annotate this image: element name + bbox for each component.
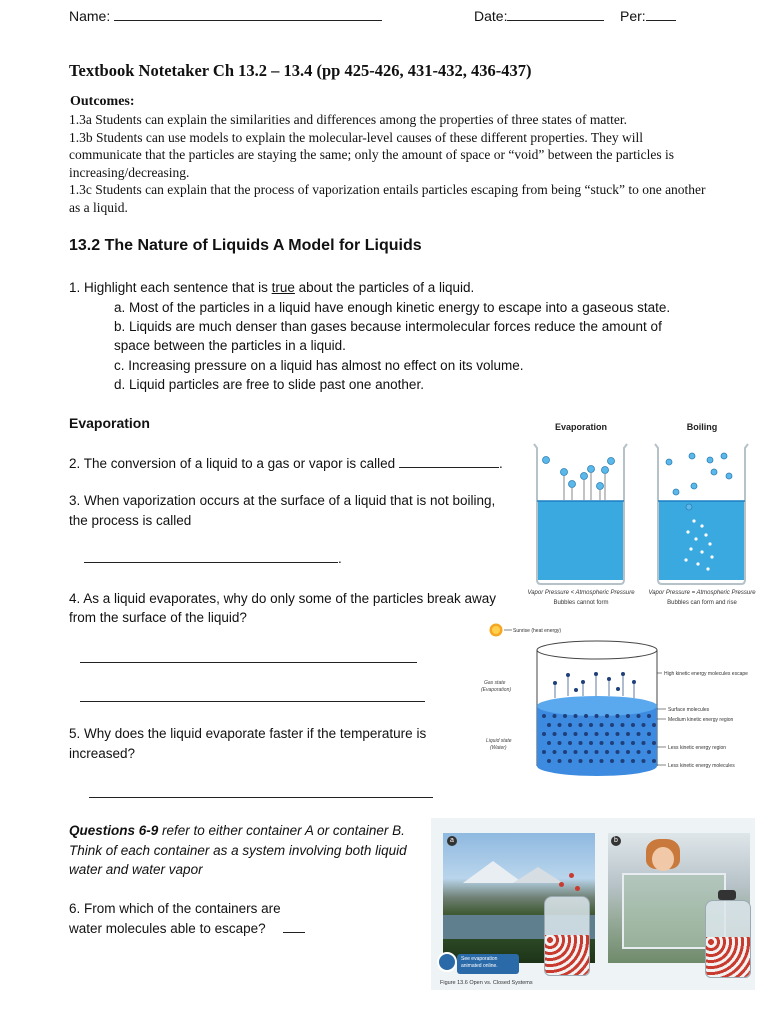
q1-option-continued[interactable]: space between the particles in a liquid. [114,338,346,353]
water-molecule [616,732,620,736]
water-molecule [631,723,635,727]
water-molecule [553,732,557,736]
label-less: Less kinetic energy region [668,745,727,751]
water-molecule [600,741,604,745]
water-molecule [631,741,635,745]
q1-option[interactable]: a. Most of the particles in a liquid have enough kinetic energy to escape into a gaseous state. [114,300,671,315]
water-molecule [621,741,625,745]
open-jar-water [545,935,589,975]
water-molecule [621,759,625,763]
q3-blank[interactable] [84,548,338,563]
q2-text: 2. The conversion of a liquid to a gas or vapor is called [69,456,399,471]
name-blank[interactable] [114,6,382,21]
water-molecule [631,759,635,763]
evaporation-boiling-figure [524,414,764,614]
q4-line1: 4. As a liquid evaporates, why do only some of the particles break away [69,591,496,606]
q6-line2-text: water molecules able to escape? [69,921,266,936]
water-molecule [584,732,588,736]
person-face [652,847,674,871]
q69-line2: Think of each container as a system involving both liquid [69,842,407,858]
water-molecule [605,714,609,718]
water-molecule [558,741,562,745]
water-molecule [647,714,651,718]
water-molecule [558,759,562,763]
water-molecule [637,714,641,718]
q5-line2: increased? [69,746,136,761]
water-molecule [652,741,656,745]
water-molecule [647,750,651,754]
water-molecule [558,723,562,727]
q69-line3: water and water vapor [69,862,203,877]
boil-caption-2: Bubbles can form and rise [667,600,737,606]
escaping-molecule [575,886,580,891]
water-molecule [605,750,609,754]
water-molecule [637,750,641,754]
open-closed-systems-figure [431,818,755,990]
outcome-item: 1.3a Students can explain the similarities and differences among the properties of three states of matter. [69,112,627,127]
liquid-state-label: Liquid state [486,738,512,744]
q6-line2 [69,918,305,939]
page-title: Textbook Notetaker Ch 13.2 – 13.4 (pp 425-426, 431-432, 436-437) [69,61,532,80]
name-field [69,6,382,27]
label-medium: Medium kinetic energy region [668,717,734,723]
water-molecule [568,741,572,745]
period-field [620,6,676,27]
jar-lid [718,890,736,900]
q6-blank[interactable] [283,918,305,933]
question-2 [69,453,503,474]
outcome-item: 1.3c Students can explain that the process of vaporization entails particles escaping from being “stuck” to one another as a liquid. [69,182,706,215]
water-molecule [621,723,625,727]
evaporation-molecules [543,457,615,490]
water-molecule [563,714,567,718]
evap-caption-2: Bubbles cannot form [553,600,609,606]
q1-underlined: true [271,280,295,295]
gas-state-label-2: (Evaporation) [481,687,512,693]
water-molecule [647,732,651,736]
water-molecule [568,759,572,763]
water-molecule [574,714,578,718]
water-molecule [600,759,604,763]
panel-b-label: b [611,836,621,846]
escaping-molecules [553,672,636,692]
q1-option[interactable]: c. Increasing pressure on a liquid has almost no effect on its volume. [114,358,524,373]
closed-jar-water [706,937,750,977]
water-molecule [605,732,609,736]
outcomes-heading: Outcomes: [70,94,135,109]
water-molecule [553,750,557,754]
water-molecule [637,732,641,736]
water-molecule [589,759,593,763]
water-molecule [642,723,646,727]
date-label: Date: [474,8,508,24]
water-molecule [626,750,630,754]
date-field [474,6,604,27]
water-molecule [600,723,604,727]
water-molecule [595,714,599,718]
q1-option[interactable]: b. Liquids are much denser than gases because intermolecular forces reduce the amount of [114,319,662,334]
water-molecule [642,759,646,763]
water-molecule [579,741,583,745]
water-molecule [542,750,546,754]
q3-end: . [338,551,342,566]
badge-line-2: animated online. [461,963,498,969]
water-molecule [542,714,546,718]
per-label: Per: [620,8,646,24]
water-molecule [652,759,656,763]
water-molecule [595,750,599,754]
outcome-item: 1.3b Students can use models to explain the molecular-level causes of these different properties. They will communicate that the particles are staying the same; only the amount of space or “void” between the particles is increasing/decreasing. [69,129,675,180]
sunrise-label: Sunrise (heat energy) [513,628,562,634]
questions-6-9-intro [69,821,429,880]
label-surface: Surface molecules [668,707,710,713]
liquid-state-label-2: (Water) [490,745,507,751]
q5-line1: 5. Why does the liquid evaporate faster if the temperature is [69,726,427,741]
q1-prefix: 1. Highlight each sentence that is [69,280,272,295]
water-molecule [553,714,557,718]
figure-caption: Figure 13.6 Open vs. Closed Systems [440,980,533,986]
water-molecule [626,714,630,718]
water-molecule [610,723,614,727]
evap-title: Evaporation [554,422,608,432]
label-least: Less kinetic energy molecules [668,763,735,769]
q5-answer-line[interactable] [89,797,433,798]
water-molecule [642,741,646,745]
water-molecule [652,723,656,727]
name-label: Name: [69,8,115,24]
date-blank[interactable] [507,6,604,21]
water-molecule [547,741,551,745]
water-molecule [547,723,551,727]
q3-answer [84,548,342,569]
animation-icon[interactable] [437,952,457,972]
outcomes-list [69,111,709,216]
closed-jar [705,900,751,978]
q4-line2: from the surface of the liquid? [69,610,247,625]
open-jar [544,896,590,976]
water-molecule [579,723,583,727]
evap-caption-1: Vapor Pressure < Atmospheric Pressure [527,590,635,596]
q3-line2: the process is called [69,513,192,528]
water-molecule [610,741,614,745]
mountain-shape [513,867,563,883]
water-molecule [542,732,546,736]
q69-bold: Questions 6-9 [69,823,159,838]
q4-answer-line[interactable] [80,662,417,663]
q2-end: . [498,456,503,471]
escaping-molecule [569,873,574,878]
water-molecule [563,750,567,754]
q3-line1: 3. When vaporization occurs at the surface of a liquid that is not boiling, [69,493,496,508]
animation-badge[interactable] [457,954,519,974]
water-molecule [547,759,551,763]
q69-rest: refer to either container A or container B. [158,823,405,838]
question-1 [69,278,474,298]
water-molecule [589,741,593,745]
q2-blank[interactable] [399,453,499,468]
water-molecule [574,750,578,754]
panel-a-label: a [447,836,457,846]
water-molecule [595,732,599,736]
per-blank[interactable] [646,6,676,21]
boil-caption-1: Vapor Pressure = Atmospheric Pressure [648,590,756,596]
badge-line-1: See evaporation [461,956,498,962]
escaping-molecule [559,882,564,887]
water-molecule [574,732,578,736]
evaporation-heading: Evaporation [69,415,150,431]
gas-state-label: Gas state [484,680,506,686]
water-molecule [626,732,630,736]
water-molecule [579,759,583,763]
water-molecule [589,723,593,727]
water-molecule [584,714,588,718]
water-molecule [610,759,614,763]
water-molecule [568,723,572,727]
evaporation-beaker [534,444,627,584]
q4-answer-line[interactable] [80,701,425,702]
q1-suffix: about the particles of a liquid. [294,280,475,295]
kinetic-energy-figure [476,616,768,788]
section-heading: 13.2 The Nature of Liquids A Model for Liquids [69,237,422,254]
label-high: High kinetic energy molecules escape [664,671,748,677]
boil-title: Boiling [686,422,718,432]
water-molecule [563,732,567,736]
q6-line1: 6. From which of the containers are [69,901,281,916]
q1-option[interactable]: d. Liquid particles are free to slide past one another. [114,377,424,392]
water-molecule [616,750,620,754]
water-molecule [616,714,620,718]
water-molecule [584,750,588,754]
